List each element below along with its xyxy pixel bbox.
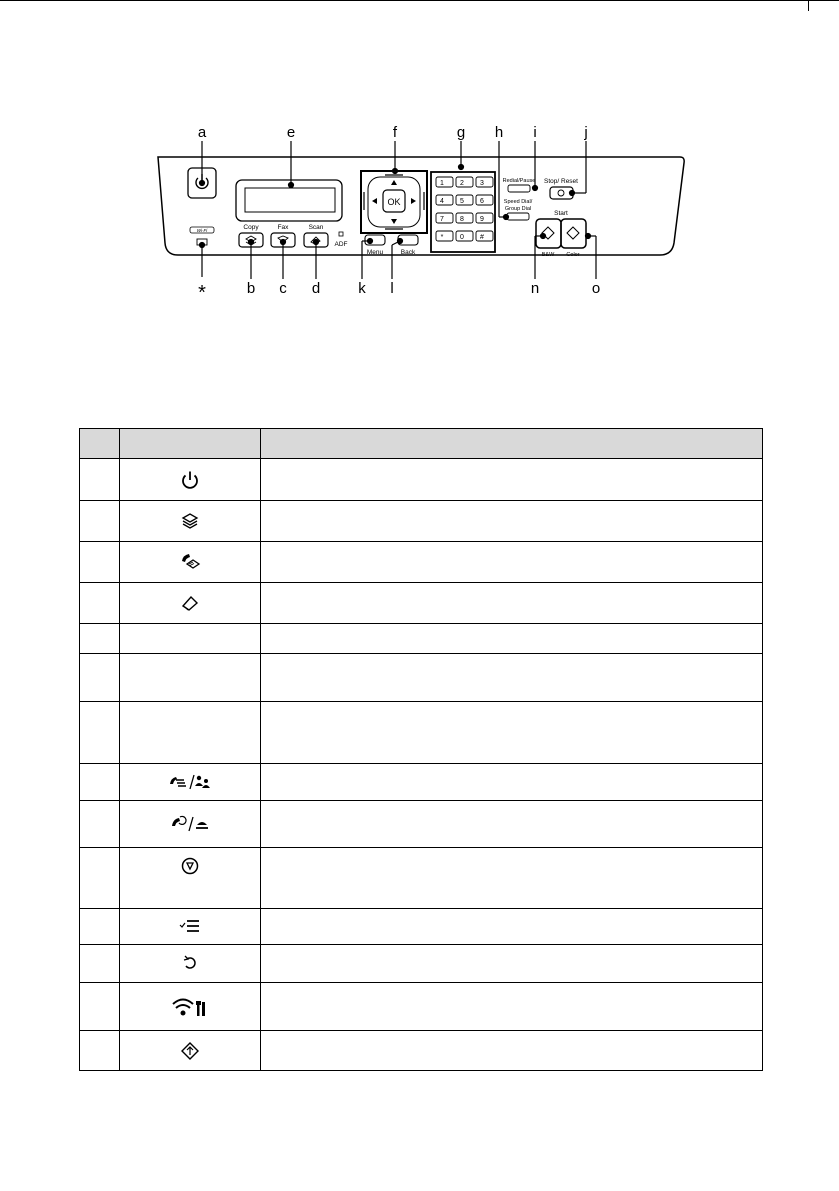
- panel-speed-dial-label: Speed Dial/: [503, 199, 533, 205]
- panel-scan-label: Scan: [308, 224, 324, 231]
- keypad-key-label: 2: [460, 180, 464, 187]
- panel-stop-reset-label: Stop/ Reset: [544, 178, 578, 185]
- panel-start-color-button: [561, 219, 586, 248]
- table-row: [80, 459, 763, 501]
- table-header-row: [80, 429, 763, 459]
- speed-dial-group-dial-icon: [120, 764, 261, 801]
- keypad-key-label: 3: [480, 180, 484, 187]
- keypad-key-label: *: [440, 234, 444, 241]
- table-row: [80, 848, 763, 909]
- keypad-key-label: 9: [480, 216, 484, 223]
- header-cell-function: [261, 429, 763, 459]
- callout-a: a: [197, 124, 207, 141]
- table-row: [80, 654, 763, 702]
- panel-bw-label: B&W: [541, 252, 555, 258]
- back-icon: [120, 945, 261, 983]
- start-icon: [120, 1031, 261, 1071]
- fax-icon: [120, 542, 261, 583]
- top-crop-mark: [808, 0, 809, 11]
- control-panel-diagram: [150, 115, 690, 315]
- callout-l: l: [390, 280, 394, 297]
- power-icon: [120, 459, 261, 501]
- panel-redial-label: Redial/Pause: [502, 178, 536, 184]
- callout-c: c: [279, 280, 287, 297]
- table-row: [80, 945, 763, 983]
- callout-o: o: [591, 280, 601, 297]
- table-row: [80, 702, 763, 764]
- keypad-key: [476, 231, 493, 241]
- keypad-key: [456, 213, 473, 223]
- table-row: [80, 501, 763, 542]
- scan-icon: [120, 583, 261, 624]
- panel-color-label: Color: [566, 252, 580, 258]
- table-row: [80, 764, 763, 801]
- keypad-key: [436, 195, 453, 205]
- empty-icon-cell: [120, 702, 261, 764]
- table-row: [80, 542, 763, 583]
- keypad-key: [436, 177, 453, 187]
- callout-j: j: [584, 124, 588, 141]
- menu-icon: [120, 909, 261, 945]
- callout-g: g: [456, 124, 466, 141]
- panel-menu-label: Menu: [366, 249, 384, 256]
- callout-e: e: [286, 124, 296, 141]
- table-row: [80, 801, 763, 848]
- panel-back-label: Back: [400, 249, 416, 256]
- panel-redial-button: [508, 185, 530, 192]
- buttons-table: [79, 428, 763, 1071]
- wifi-setup-icon: [120, 983, 261, 1031]
- panel-speed-dial-button: [507, 213, 529, 220]
- empty-icon-cell: [120, 624, 261, 654]
- callout-f: f: [392, 124, 398, 141]
- keypad-key-label: 0: [460, 234, 464, 241]
- panel-fax-label: Fax: [277, 224, 289, 231]
- keypad-key-label: 1: [440, 180, 444, 187]
- callout-b: b: [246, 280, 256, 297]
- keypad-key-label: 5: [460, 198, 464, 205]
- table-row: [80, 583, 763, 624]
- keypad-key: [456, 231, 473, 241]
- keypad-key: [476, 177, 493, 187]
- keypad-key: [436, 231, 453, 241]
- callout-h: h: [494, 124, 504, 141]
- panel-group-dial-label: Group Dial: [504, 206, 532, 212]
- panel-ok-label: OK: [387, 197, 401, 207]
- keypad-key-label: 8: [460, 216, 464, 223]
- keypad-key: [436, 213, 453, 223]
- table-row: [80, 1031, 763, 1071]
- panel-copy-label: Copy: [243, 224, 259, 231]
- copy-icon: [120, 501, 261, 542]
- panel-start-bw-button: [536, 219, 561, 248]
- keypad-key: [456, 177, 473, 187]
- panel-adf-label: ADF: [334, 241, 348, 248]
- callout-i: i: [533, 124, 537, 141]
- top-rule: [0, 0, 839, 1]
- header-cell-number: [80, 429, 120, 459]
- table-row: [80, 909, 763, 945]
- keypad-key-label: 4: [440, 198, 444, 205]
- empty-icon-cell: [120, 654, 261, 702]
- callout-star: *: [198, 282, 206, 304]
- header-cell-button: [120, 429, 261, 459]
- stop-reset-icon: [120, 848, 261, 909]
- keypad-key-label: 6: [480, 198, 484, 205]
- redial-pause-icon: [120, 801, 261, 848]
- table-row: [80, 983, 763, 1031]
- wifi-badge-label: Wi-Fi: [196, 228, 208, 233]
- callout-n: n: [530, 280, 540, 297]
- keypad-key: [476, 213, 493, 223]
- keypad-key: [476, 195, 493, 205]
- keypad-key-label: 7: [440, 216, 444, 223]
- callout-k: k: [358, 280, 366, 297]
- callout-d: d: [311, 280, 321, 297]
- panel-start-label: Start: [554, 210, 568, 217]
- table-row: [80, 624, 763, 654]
- keypad-key-label: #: [480, 234, 484, 241]
- keypad-key: [456, 195, 473, 205]
